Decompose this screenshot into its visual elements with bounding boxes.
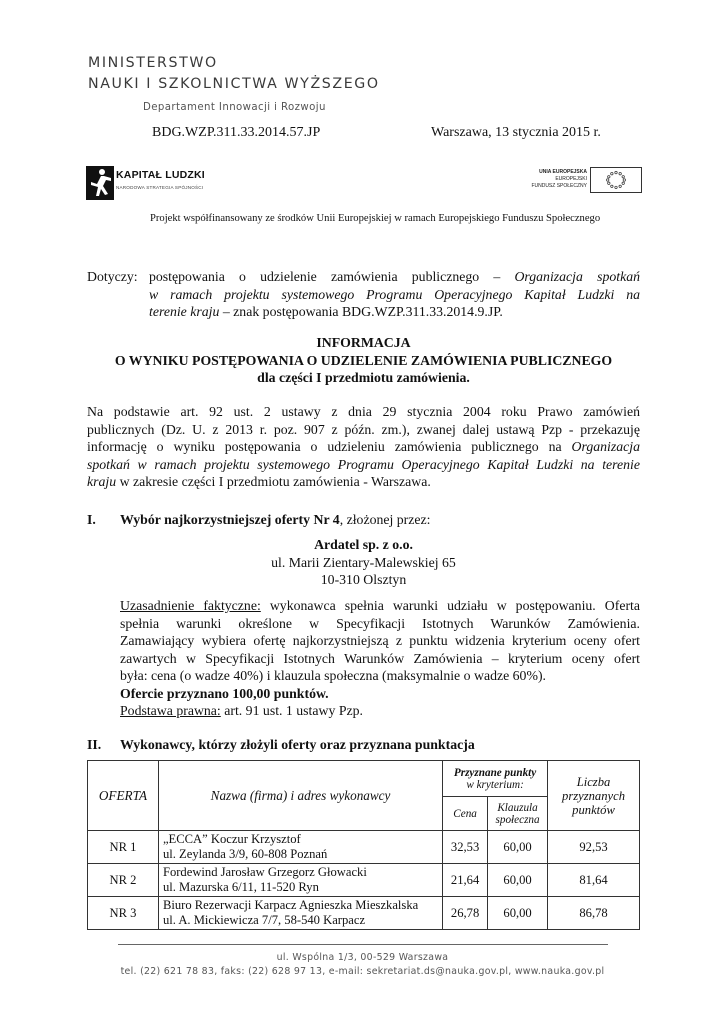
document-title bbox=[87, 334, 640, 387]
eu-logo-line1: UNIA EUROPEJSKA bbox=[539, 169, 587, 175]
table-row bbox=[88, 831, 640, 864]
row-contractor-name: „ECCA” Koczur Krzysztof bbox=[162, 832, 301, 846]
intro-line1: Na podstawie art. 92 ust. 2 ustawy z dnia 29 stycznia 2004 roku Prawo zamówień bbox=[87, 404, 640, 419]
justification-line1: wykonawca spełnia warunki udziału w postępowaniu. Oferta bbox=[269, 598, 641, 613]
row-contractor bbox=[158, 864, 442, 897]
title-line1: INFORMACJA bbox=[316, 335, 411, 350]
row-clause: 60,00 bbox=[488, 897, 548, 930]
row-offer: NR 3 bbox=[88, 897, 159, 930]
table-row bbox=[88, 864, 640, 897]
intro-paragraph bbox=[87, 403, 640, 491]
footer-address: ul. Wspólna 1/3, 00-529 Warszawa bbox=[276, 952, 449, 963]
row-contractor-name: Fordewind Jarosław Grzegorz Głowacki bbox=[162, 865, 367, 879]
subject-block bbox=[87, 268, 640, 321]
subject-line3-a: terenie kraju bbox=[149, 304, 220, 320]
section1-title-bold: Wybór najkorzystniejszej oferty Nr 4 bbox=[120, 512, 340, 527]
col-header-offer: OFERTA bbox=[88, 761, 159, 831]
legal-basis bbox=[120, 702, 640, 720]
col-header-name: Nazwa (firma) i adres wykonawcy bbox=[158, 761, 442, 831]
row-contractor-address: ul. Zeylanda 3/9, 60-808 Poznań bbox=[162, 847, 328, 861]
kapital-ludzki-subtitle: NARODOWA STRATEGIA SPÓJNOŚCI bbox=[116, 185, 204, 190]
row-offer: NR 2 bbox=[88, 864, 159, 897]
subject-line1-b: Organizacja spotkań bbox=[514, 269, 640, 284]
intro-line5-b: w zakresie części I przedmiotu zamówienia - Warszawa. bbox=[119, 474, 431, 490]
intro-line2: publicznych (Dz. U. z 2013 r. poz. 907 z późn. zm.), zwanej dalej ustawą Pzp - przekazuję bbox=[87, 421, 640, 437]
department-name: Departament Innowacji i Rozwoju bbox=[143, 102, 326, 113]
title-line2: O WYNIKU POSTĘPOWANIA O UDZIELENIE ZAMÓWIENIA PUBLICZNEGO bbox=[114, 352, 613, 368]
row-price: 26,78 bbox=[443, 897, 488, 930]
footer-divider bbox=[118, 944, 608, 945]
legal-basis-text: art. 91 ust. 1 ustawy Pzp. bbox=[224, 703, 363, 718]
subject-label: Dotyczy: bbox=[87, 269, 138, 284]
kapital-ludzki-figure-icon bbox=[86, 166, 114, 200]
footer-contact: tel. (22) 621 78 83, faks: (22) 628 97 13, e-mail: sekretariat.ds@nauka.gov.pl, www.nauka.gov.pl bbox=[120, 966, 605, 977]
row-contractor-address: ul. A. Mickiewicza 7/7, 58-540 Karpacz bbox=[162, 913, 366, 927]
col-header-points bbox=[443, 761, 548, 797]
cofinancing-note: Projekt współfinansowany ze środków Unii Europejskiej w ramach Europejskiego Funduszu Społecznego bbox=[150, 213, 601, 224]
eu-logo-line3: FUNDUSZ SPOŁECZNY bbox=[531, 183, 587, 189]
table-row bbox=[88, 897, 640, 930]
ministry-name-line2: NAUKI I SZKOLNICTWA WYŻSZEGO bbox=[88, 76, 380, 92]
row-total: 86,78 bbox=[548, 897, 640, 930]
row-clause: 60,00 bbox=[488, 831, 548, 864]
justification-line3: Zamawiający wybiera ofertę najkorzystniejszą z punktu widzenia kryterium oceny ofert bbox=[120, 633, 640, 649]
total-header-line1: Liczba bbox=[576, 774, 611, 789]
intro-line4: spotkań w ramach projektu systemowego Programu Operacyjnego Kapitał Ludzki na terenie bbox=[87, 456, 640, 472]
row-contractor bbox=[158, 897, 442, 930]
eu-flag-icon bbox=[590, 167, 642, 193]
points-awarded: Ofercie przyznano 100,00 punktów. bbox=[120, 685, 329, 701]
reference-number: BDG.WZP.311.33.2014.57.JP bbox=[152, 125, 321, 140]
offers-table bbox=[87, 760, 640, 930]
row-contractor-name: Biuro Rezerwacji Karpacz Agnieszka Mieszkalska bbox=[162, 898, 419, 912]
justification-line4: zawartych w Specyfikacji Istotnych Warunków Zamówienia – kryterium oceny ofert bbox=[120, 650, 640, 666]
points-header-line1: Przyznane punkty bbox=[453, 766, 537, 779]
subject-line1-a: postępowania o udzielenie zamówienia publicznego – bbox=[149, 269, 501, 284]
col-header-total bbox=[548, 761, 640, 831]
intro-line3-a: informację o wyniku postępowania o udzieleniu zamówienia publicznego na bbox=[87, 439, 562, 455]
points-header-line2: w kryterium: bbox=[466, 778, 524, 791]
justification-line2: spełnia warunki określone w Specyfikacji Istotnych Warunków Zamówienia. bbox=[120, 615, 640, 631]
section2-title: Wykonawcy, którzy złożyli oferty oraz przyznana punktacja bbox=[120, 737, 475, 752]
eu-logo bbox=[527, 166, 642, 194]
intro-line5-a: kraju bbox=[87, 474, 117, 490]
clause-header-line2: społeczna bbox=[495, 813, 540, 826]
row-contractor-address: ul. Mazurska 6/11, 11-520 Ryn bbox=[162, 880, 319, 894]
justification-line5: była: cena (o wadze 40%) i klauzula społeczna (maksymalnie o wadze 60%). bbox=[120, 668, 546, 684]
justification-block bbox=[120, 597, 640, 703]
total-header-line3: punktów bbox=[572, 802, 615, 817]
section2-number: II. bbox=[87, 737, 102, 752]
table-header-row bbox=[88, 761, 640, 797]
clause-header-line1: Klauzula bbox=[497, 801, 538, 814]
section1-number: I. bbox=[87, 512, 96, 527]
row-price: 21,64 bbox=[443, 864, 488, 897]
subject-line3-b: – znak postępowania BDG.WZP.311.33.2014.9.JP. bbox=[222, 304, 503, 320]
ministry-name-line1: MINISTERSTWO bbox=[88, 55, 218, 71]
row-clause: 60,00 bbox=[488, 864, 548, 897]
winner-street: ul. Marii Zientary-Malewskiej 65 bbox=[271, 554, 456, 570]
kapital-ludzki-title: KAPITAŁ LUDZKI bbox=[116, 169, 205, 181]
justification-label: Uzasadnienie faktyczne: bbox=[120, 598, 261, 613]
section2-heading bbox=[87, 737, 475, 753]
section1-heading bbox=[87, 512, 430, 528]
title-line3: dla części I przedmiotu zamówienia. bbox=[257, 370, 470, 386]
section1-title-rest: , złożonej przez: bbox=[339, 512, 431, 527]
row-offer: NR 1 bbox=[88, 831, 159, 864]
winner-address bbox=[87, 536, 640, 589]
winner-city: 10-310 Olsztyn bbox=[320, 572, 407, 588]
legal-basis-label: Podstawa prawna: bbox=[120, 703, 221, 718]
eu-logo-line2: EUROPEJSKI bbox=[555, 176, 587, 182]
kapital-ludzki-logo bbox=[86, 166, 216, 200]
row-total: 92,53 bbox=[548, 831, 640, 864]
winner-company: Ardatel sp. z o.o. bbox=[314, 537, 413, 552]
sub-header-price: Cena bbox=[443, 797, 488, 831]
row-total: 81,64 bbox=[548, 864, 640, 897]
total-header-line2: przyznanych bbox=[562, 788, 625, 803]
intro-line3-b: Organizacja bbox=[571, 439, 640, 455]
place-date: Warszawa, 13 stycznia 2015 r. bbox=[431, 125, 601, 140]
row-price: 32,53 bbox=[443, 831, 488, 864]
sub-header-clause bbox=[488, 797, 548, 831]
row-contractor bbox=[158, 831, 442, 864]
subject-line2: w ramach projektu systemowego Programu Operacyjnego Kapitał Ludzki na bbox=[149, 286, 640, 302]
